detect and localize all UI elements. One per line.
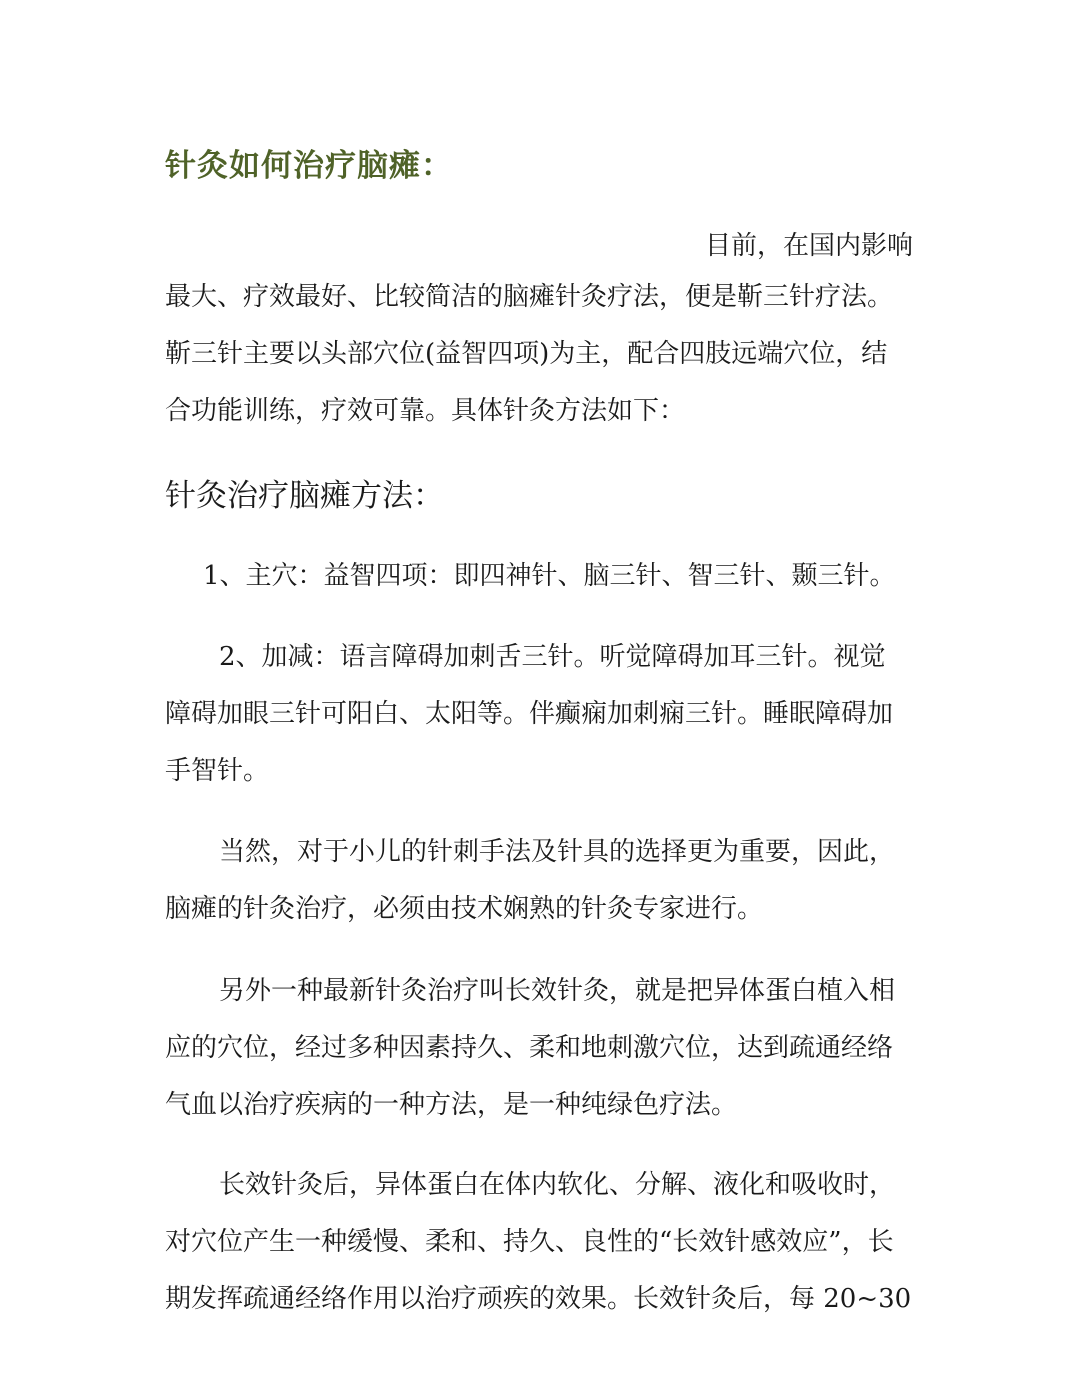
- other-line-2: 应的穴位，经过多种因素持久、柔和地刺激穴位，达到疏通经络: [165, 1033, 894, 1063]
- intro-paragraph: [165, 269, 925, 440]
- item-1-line: 1、主穴：益智四项：即四神针、脑三针、智三针、颞三针。: [203, 561, 896, 591]
- intro-line-1: 目前，在国内影响: [705, 231, 914, 261]
- long-line-3: 期发挥疏通经络作用以治疗顽疾的效果。长效针灸后，每 20~30: [165, 1284, 912, 1314]
- other-line-3: 气血以治疗疾病的一种方法，是一种纯绿色疗法。: [165, 1090, 738, 1120]
- note-line-1: 当然，对于小儿的针刺手法及针具的选择更为重要，因此，: [219, 837, 896, 867]
- note-paragraph: [165, 824, 925, 938]
- intro-line-3: 靳三针主要以头部穴位(益智四项)为主，配合四肢远端穴位，结: [165, 339, 888, 369]
- intro-line-2: 最大、疗效最好、比较简洁的脑瘫针灸疗法，便是靳三针疗法。: [165, 282, 894, 312]
- long-effect-paragraph: [165, 1157, 925, 1328]
- page-title: 针灸如何治疗脑瘫：: [165, 148, 453, 184]
- section-heading: 针灸治疗脑瘫方法：: [165, 478, 444, 514]
- long-line-2: 对穴位产生一种缓慢、柔和、持久、良性的“长效针感效应”，长: [165, 1227, 894, 1257]
- intro-line-4: 合功能训练，疗效可靠。具体针灸方法如下：: [165, 396, 686, 426]
- item-2-line-2: 障碍加眼三针可阳白、太阳等。伴癫痫加刺痫三针。睡眠障碍加: [165, 699, 894, 729]
- note-line-2: 脑瘫的针灸治疗，必须由技术娴熟的针灸专家进行。: [165, 894, 764, 924]
- other-line-1: 另外一种最新针灸治疗叫长效针灸，就是把异体蛋白植入相: [219, 976, 896, 1006]
- item-2-line-3: 手智针。: [165, 756, 270, 786]
- other-method-paragraph: [165, 963, 925, 1134]
- item-1-paragraph: [165, 548, 925, 605]
- item-2-line-1: 2、加减：语言障碍加刺舌三针。听觉障碍加耳三针。视觉: [219, 642, 886, 672]
- item-2-paragraph: [165, 629, 925, 800]
- long-line-1: 长效针灸后，异体蛋白在体内软化、分解、液化和吸收时，: [219, 1170, 896, 1200]
